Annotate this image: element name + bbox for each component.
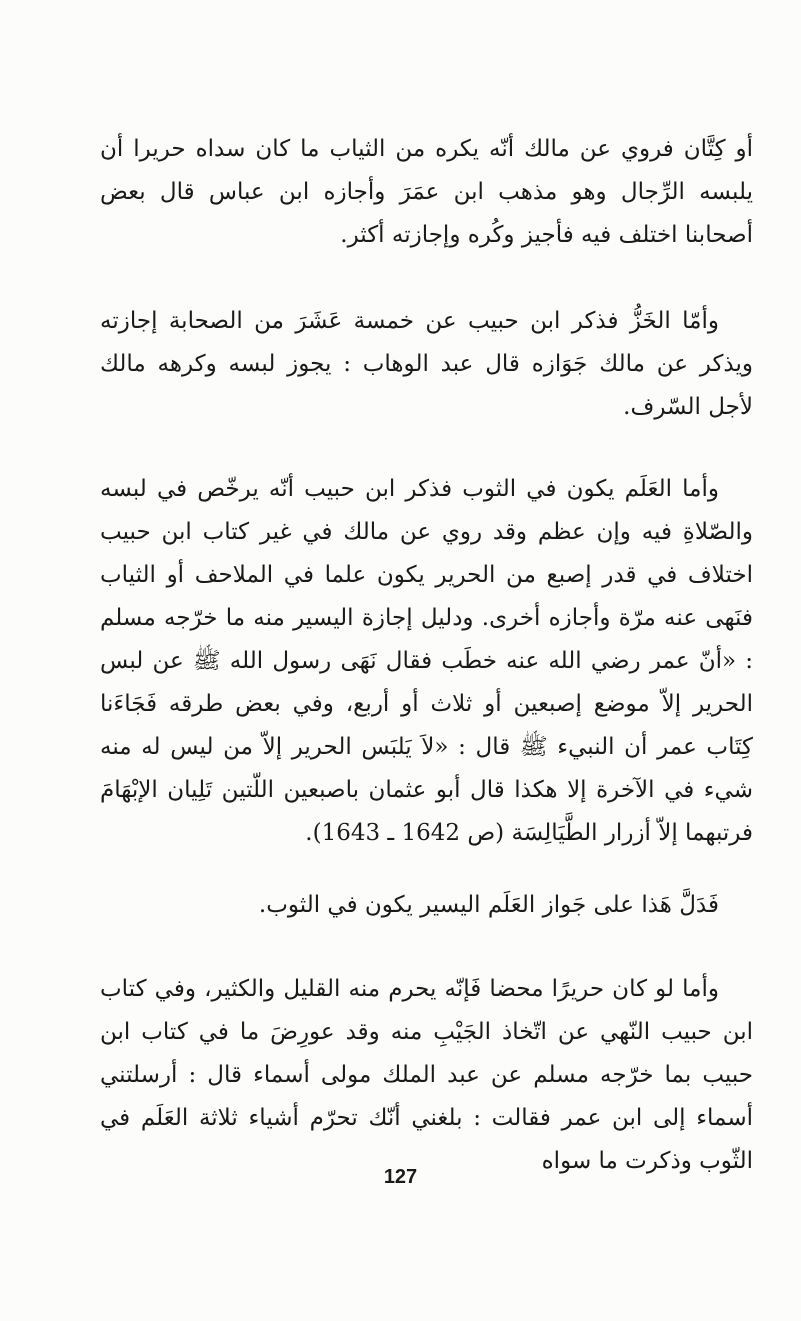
paragraph-text: وأما لو كان حريرًا محضا فَإنّه يحرم منه القليل والكثير، وفي كتاب ابن حبيب النّهي عن اتّخاذ الجَيْبِ منه وقد عورِضَ ما في كتاب ابن حبيب بما خرّجه مسلم عن عبد الملك مولى أسماء قال : أرسلتني أسماء إلى ابن عمر فقالت : بلغني أنّك تحرّم أشياء ثلاثة العَلَم في الثّوب وذكرت ما سواه: [100, 976, 753, 1174]
paragraph-text: وأمّا الخَزُّ فذكر ابن حبيب عن خمسة عَشَرَ من الصحابة إجازته ويذكر عن مالك جَوَازه قال عبد الوهاب : يجوز لبسه وكرهه مالك لأجل السّرف.: [100, 308, 753, 420]
paragraph-silk-weft: [100, 128, 753, 257]
paragraph-alam: [100, 468, 753, 855]
paragraph-conclusion: [100, 884, 753, 927]
paragraph-text: فَدَلَّ هَذا على جَواز العَلَم اليسير يكون في الثوب.: [258, 892, 719, 918]
paragraph-khazz: [100, 300, 753, 429]
paragraph-text: وأما العَلَم يكون في الثوب فذكر ابن حبيب أنّه يرخّص في لبسه والصّلاةِ فيه وإن عظم وقد روي عن مالك في غير كتاب ابن حبيب اختلاف في قدر إصبع من الحرير يكون علما في الملاحف أو الثياب فنَهى عنه مرّة وأجازه أخرى. ودليل إجازة اليسير منه ما خرّجه مسلم : «أنّ عمر رضي الله عنه خطَب فقال نَهَى رسول الله ﷺ عن لبس الحرير إلاّ موضع إصبعين أو ثلاث أو أربع، وفي بعض طرقه فَجَاءَنا كِتَاب عمر أن النبيء ﷺ قال : «لاَ يَلبَس الحرير إلاّ من ليس له منه شيء في الآخرة إلا هكذا قال أبو عثمان باصبعين اللّتين تَلِيان الإبْهَامَ فرتبهما إلاّ أزرار الطَّيَالِسَة (ص 1642 ـ 1643).: [100, 476, 753, 846]
paragraph-text: أو كِتَّان فروي عن مالك أنّه يكره من الثياب ما كان سداه حريرا أن يلبسه الرِّجال وهو مذهب ابن عمَرَ وأجازه ابن عباس قال بعض أصحابنا اختلف فيه فأجيز وكُره وإجازته أكثر.: [100, 136, 753, 248]
paragraph-pure-silk: [100, 968, 753, 1183]
page-number: 127: [383, 1166, 418, 1188]
